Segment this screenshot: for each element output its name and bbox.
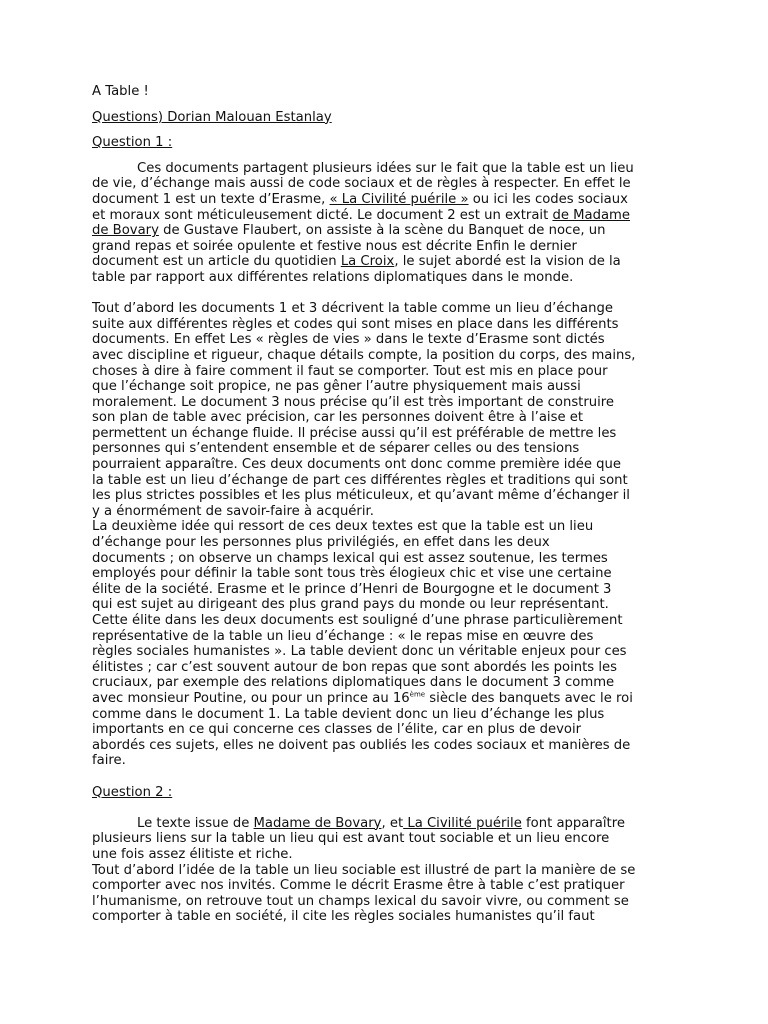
link-madame-bovary-3: Madame de Bovary <box>253 815 382 831</box>
document-page <box>92 84 682 925</box>
question-1-paragraph-1: Ces documents partagent plusieurs idées sur le fait que la table est un lieu de vie, d’échange mais aussi de code sociaux et de règles à respecter. En effet le document 1 est un texte d’Erasme, « La Civilité puérile » ou ici les codes sociaux et moraux sont méticuleusement dicté. Le document 2 est un extrait de Madame de Bovary de Gustave Flaubert, on assiste à la scène du Banquet de noce, un grand repas et soirée opulente et festive nous est décrite Enfin le dernier document est un article du quotidien La Croix, le sujet abordé est la vision de la table par rapport aux différentes relations diplomatiques dans le monde. <box>92 160 634 285</box>
question-1-heading: Question 1 : <box>92 135 173 151</box>
link-civilite-puerile-2: La Civilité puérile <box>403 815 522 831</box>
question-2-heading: Question 2 : <box>92 784 173 800</box>
question-1-paragraph-3: La deuxième idée qui ressort de ces deux textes est que la table est un lieu d’échange pour les personnes plus privilégiés, en effet dans les deux documents ; on observe un champs lexical qui est assez soutenue, les termes employés pour définir la table sont tous très élogieux chic et vise une certaine élite de la société. Erasme et le prince d’Henri de Bourgogne et le document 3 qui est sujet au dirigeant des plus grand pays du monde ou leur représentant. Cette élite dans les deux documents est souligné d’une phrase particulièrement représentative de la table un lieu d’échange : « le repas mise en œuvre des règles sociales humanistes ». La table devient donc un véritable enjeux pour ces élitistes ; car c’est souvent autour de bon repas que sont abordés les points les cruciaux, par exemple des relations diplomatiques dans le document 3 comme avec monsieur Poutine, ou pour un prince au 16ème siècle des banquets avec le roi comme dans le document 1. La table devient donc un lieu d’échange les plus importants en ce qui concerne ces classes de l’élite, car en plus de devoir abordés ces sujets, elles ne doivent pas oubliés les codes sociaux et manières de faire. <box>92 519 633 769</box>
document-title: A Table ! <box>92 84 149 99</box>
link-civilite-puerile: « La Civilité puérile » <box>329 191 469 207</box>
author-line: Questions) Dorian Malouan Estanlay <box>92 109 332 125</box>
link-la-croix: La Croix <box>340 254 395 270</box>
question-1-paragraph-2: Tout d’abord les documents 1 et 3 décrivent la table comme un lieu d’échange suite aux différentes règles et codes qui sont mises en place dans les différents documents. En effet Les « règles de vies » dans le texte d’Erasme sont dictés avec discipline et rigueur, chaque détails compte, la position du corps, des mains, choses à dire à faire comment il faut se comporter. Tout est mis en place pour que l’échange soit propice, ne pas gêner l’autre physiquement mais aussi moralement. Le document 3 nous précise qu’il est très important de construire son plan de table avec précision, car les personnes doivent être à l’aise et permettent un échange fluide. Il précise aussi qu’il est préférable de mettre les personnes qui s’entendent ensemble et de séparer celles ou des tensions pourraient apparaître. Ces deux documents ont donc comme première idée que la table est un lieu d’échange de part ces différentes règles et traditions qui sont les plus strictes possibles et les plus méticuleux, et qu’avant même d’échanger il y a énormément de savoir-faire à acquérir. <box>92 301 636 519</box>
question-2-paragraph: Le texte issue de Madame de Bovary, et La Civilité puérile font apparaître plusieurs liens sur la table un lieu qui est avant tout sociable et un lieu encore une fois assez élitiste et riche. Tout d’abord l’idée de la table un lieu sociable est illustré de part la manière de se comporter avec nos invités. Comme le décrit Erasme être à table c’est pratiquer l’humanisme, on retrouve tout un champs lexical du savoir vivre, ou comment se comporter à table en société, il cite les règles sociales humanistes qu’il faut <box>92 815 636 925</box>
link-madame-bovary-1: de Madame <box>552 207 631 223</box>
link-madame-bovary-2: de Bovary <box>92 223 159 239</box>
